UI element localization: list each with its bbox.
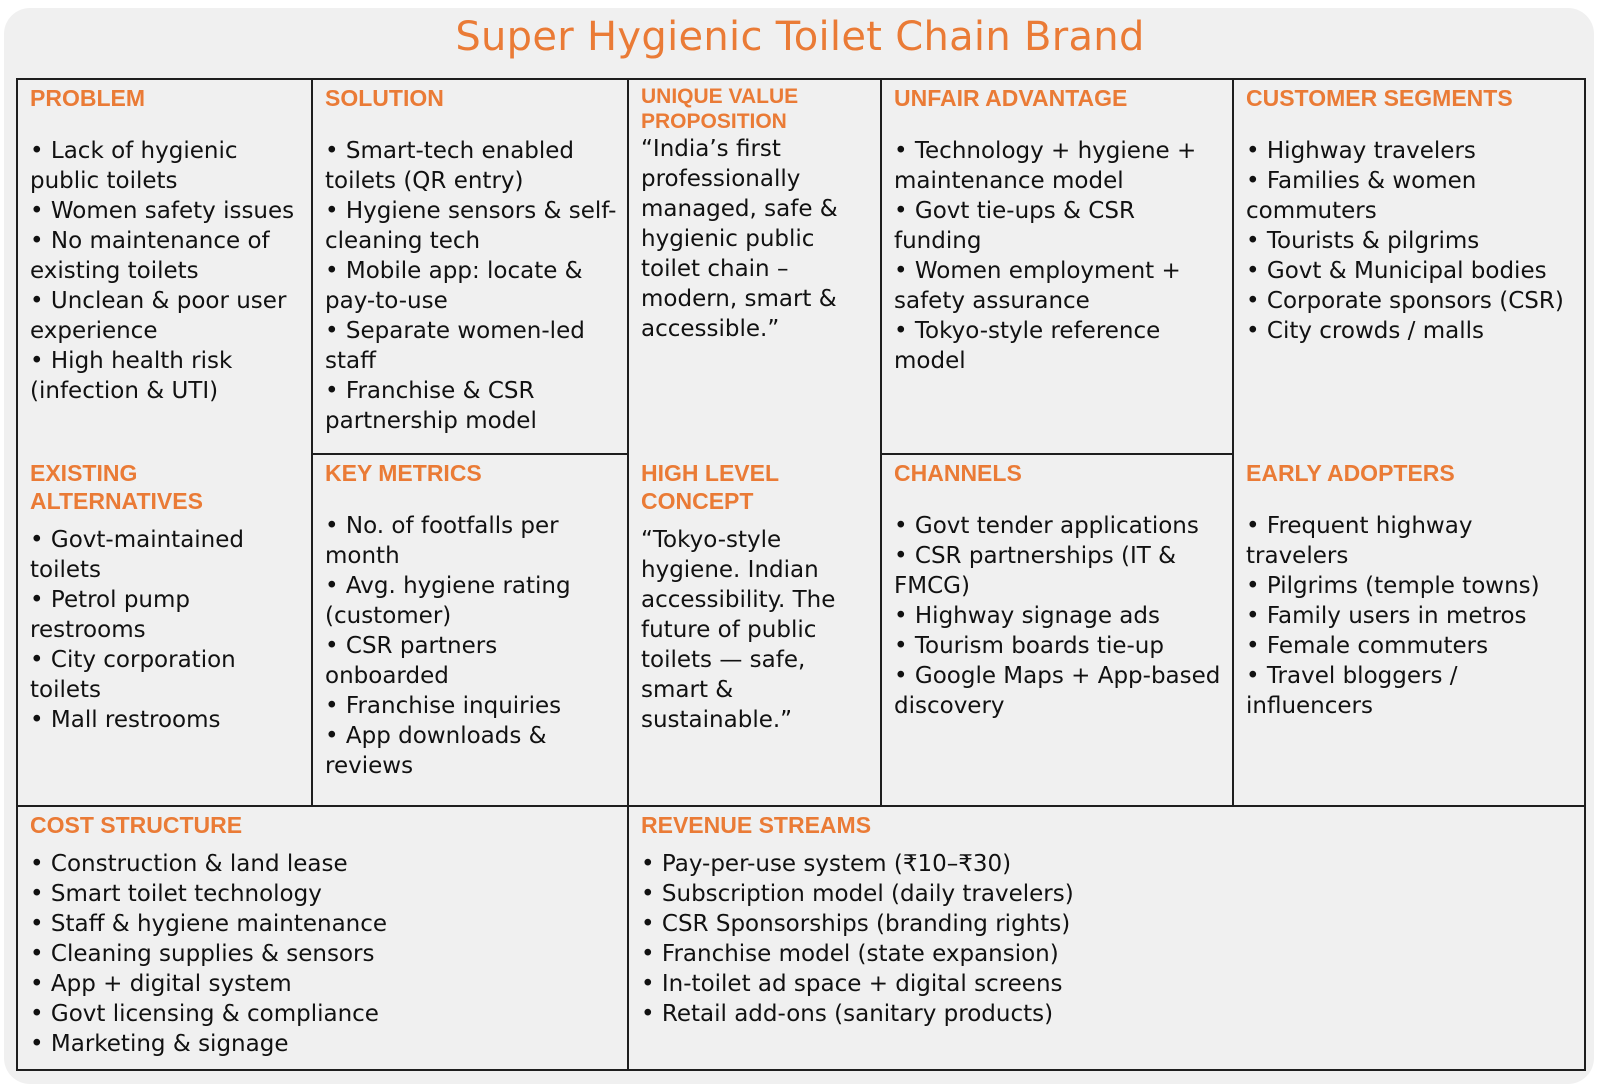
list-item: • Govt tie-ups & CSR funding: [894, 196, 1222, 256]
list-item: • Govt & Municipal bodies: [1246, 256, 1574, 286]
list-item: • Marketing & signage: [30, 1029, 617, 1059]
solution-list: [325, 136, 617, 436]
solution-block: [313, 80, 627, 453]
high-level-concept-block: [629, 455, 880, 805]
list-item: • Separate women-led staff: [325, 316, 617, 376]
key-metrics-block: [313, 455, 627, 805]
list-item: • Retail add-ons (sanitary products): [641, 999, 1574, 1029]
list-item: • Govt-maintained toilets: [30, 525, 301, 585]
cost-structure-block: [18, 807, 627, 1071]
list-item: • Mobile app: locate & pay-to-use: [325, 256, 617, 316]
list-item: • Pilgrims (temple towns): [1246, 571, 1574, 601]
list-item: • Highway travelers: [1246, 136, 1574, 166]
channels-block: [882, 455, 1232, 805]
list-item: • Women safety issues: [30, 196, 301, 226]
list-item: • Smart-tech enabled toilets (QR entry): [325, 136, 617, 196]
list-item: • App + digital system: [30, 969, 617, 999]
revenue-streams-list: [641, 849, 1574, 1029]
list-item: • Franchise inquiries: [325, 691, 617, 721]
uvp-heading: UNIQUE VALUE PROPOSITION: [641, 85, 799, 133]
list-item: • High health risk (infection & UTI): [30, 346, 301, 406]
high-level-concept-text: “Tokyo-style hygiene. Indian accessibility. The future of public toilets — safe, smart & sustainable.”: [641, 527, 836, 733]
list-item: • Govt licensing & compliance: [30, 999, 617, 1029]
lean-canvas: [16, 78, 1586, 1071]
channels-list: [894, 511, 1222, 721]
list-item: • Franchise model (state expansion): [641, 939, 1574, 969]
solution-heading: SOLUTION: [325, 85, 444, 111]
revenue-streams-heading: REVENUE STREAMS: [641, 812, 872, 838]
list-item: • Female commuters: [1246, 631, 1574, 661]
revenue-streams-block: [629, 807, 1584, 1071]
list-item: • Tourists & pilgrims: [1246, 226, 1574, 256]
list-item: • No maintenance of existing toilets: [30, 226, 301, 286]
key-metrics-heading: KEY METRICS: [325, 460, 482, 486]
list-item: • Petrol pump restrooms: [30, 585, 301, 645]
existing-alternatives-list: [30, 525, 301, 735]
list-item: • Highway signage ads: [894, 601, 1222, 631]
list-item: • Google Maps + App-based discovery: [894, 661, 1222, 721]
list-item: • Franchise & CSR partnership model: [325, 376, 617, 436]
cost-structure-heading: COST STRUCTURE: [30, 812, 243, 838]
page-title: Super Hygienic Toilet Chain Brand: [455, 14, 1145, 60]
list-item: • City corporation toilets: [30, 645, 301, 705]
list-item: • Govt tender applications: [894, 511, 1222, 541]
list-item: • CSR Sponsorships (branding rights): [641, 909, 1574, 939]
uvp-block: [629, 80, 880, 453]
list-item: • No. of footfalls per month: [325, 511, 617, 571]
problem-block: [18, 80, 311, 450]
customer-segments-list: [1246, 136, 1574, 346]
list-item: • Cleaning supplies & sensors: [30, 939, 617, 969]
list-item: • Lack of hygienic public toilets: [30, 136, 301, 196]
list-item: • Technology + hygiene + maintenance model: [894, 136, 1222, 196]
uvp-text: “India’s first professionally managed, safe & hygienic public toilet chain – modern, smart & accessible.”: [641, 136, 838, 342]
unfair-advantage-heading: UNFAIR ADVANTAGE: [894, 85, 1128, 111]
list-item: • Hygiene sensors & self-cleaning tech: [325, 196, 617, 256]
list-item: • Staff & hygiene maintenance: [30, 909, 617, 939]
early-adopters-heading: EARLY ADOPTERS: [1246, 460, 1455, 486]
existing-alternatives-heading: EXISTING ALTERNATIVES: [30, 460, 203, 514]
list-item: • In-toilet ad space + digital screens: [641, 969, 1574, 999]
list-item: • Mall restrooms: [30, 705, 301, 735]
list-item: • Construction & land lease: [30, 849, 617, 879]
cost-structure-list: [30, 849, 617, 1059]
high-level-concept-heading: HIGH LEVEL CONCEPT: [641, 460, 779, 514]
list-item: • Unclean & poor user experience: [30, 286, 301, 346]
list-item: • Corporate sponsors (CSR): [1246, 286, 1574, 316]
list-item: • Pay-per-use system (₹10–₹30): [641, 849, 1574, 879]
key-metrics-list: [325, 511, 617, 781]
list-item: • Tourism boards tie-up: [894, 631, 1222, 661]
early-adopters-list: [1246, 511, 1574, 721]
problem-list: [30, 136, 301, 406]
list-item: • Women employment + safety assurance: [894, 256, 1222, 316]
list-item: • Subscription model (daily travelers): [641, 879, 1574, 909]
existing-alternatives-block: [18, 455, 311, 805]
customer-segments-heading: CUSTOMER SEGMENTS: [1246, 85, 1513, 111]
channels-heading: CHANNELS: [894, 460, 1022, 486]
problem-heading: PROBLEM: [30, 85, 145, 111]
list-item: • App downloads & reviews: [325, 721, 617, 781]
customer-segments-block: [1234, 80, 1584, 453]
unfair-advantage-list: [894, 136, 1222, 376]
unfair-advantage-block: [882, 80, 1232, 453]
list-item: • Avg. hygiene rating (customer): [325, 571, 617, 631]
list-item: • City crowds / malls: [1246, 316, 1574, 346]
list-item: • CSR partners onboarded: [325, 631, 617, 691]
list-item: • Family users in metros: [1246, 601, 1574, 631]
list-item: • Tokyo-style reference model: [894, 316, 1222, 376]
list-item: • Frequent highway travelers: [1246, 511, 1574, 571]
list-item: • CSR partnerships (IT & FMCG): [894, 541, 1222, 601]
list-item: • Families & women commuters: [1246, 166, 1574, 226]
list-item: • Travel bloggers / influencers: [1246, 661, 1574, 721]
list-item: • Smart toilet technology: [30, 879, 617, 909]
early-adopters-block: [1234, 455, 1584, 805]
